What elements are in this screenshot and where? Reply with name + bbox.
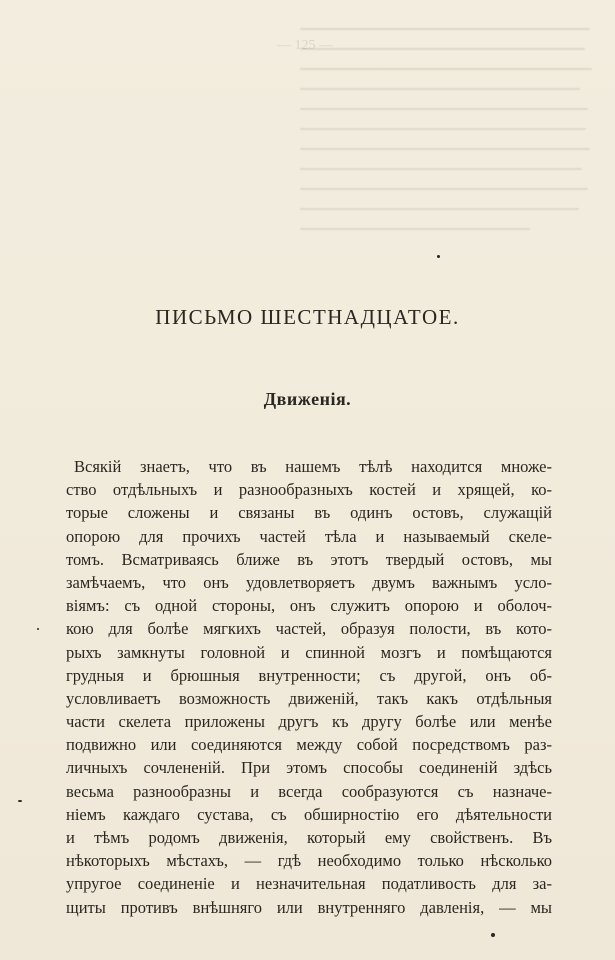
text-line: и тѣмъ родомъ движенія, который ему свойственъ. Въ	[66, 828, 552, 847]
bleed-line	[300, 208, 579, 210]
page-number: — 125 —	[277, 38, 333, 53]
text-line: личныхъ сочлененій. При этомъ способы соединеній здѣсь	[66, 758, 552, 778]
text-line: части скелета приложены другъ къ другу болѣе или менѣе	[66, 712, 552, 732]
text-line: подвижно или соединяются между собой посредствомъ раз-	[66, 735, 552, 755]
text-line: рыхъ замкнуты головной и спинной мозгъ и помѣщаются	[66, 642, 552, 662]
bleed-line	[300, 108, 588, 110]
text-line: опорою для прочихъ частей тѣла и называемый скеле-	[66, 526, 552, 546]
text-line: условливаетъ возможность движеній, такъ какъ отдѣльныя	[66, 688, 552, 708]
text-line: Всякій знаетъ, что въ нашемъ тѣлѣ находится множе-	[74, 457, 552, 476]
bleed-through-texture	[300, 28, 600, 318]
bleed-line	[300, 168, 582, 170]
text-line: грудныя и брюшныя внутренности; съ другой, онъ об-	[66, 665, 552, 685]
text-line: торые сложены и связаны въ одинъ остовъ, служащій	[66, 503, 552, 523]
bleed-line	[300, 88, 580, 90]
bleed-line	[300, 228, 530, 230]
text-line: нѣкоторыхъ мѣстахъ, — гдѣ необходимо только нѣсколько	[66, 851, 552, 871]
ink-speck	[37, 628, 39, 630]
text-line: упругое соединеніе и незначительная податливость для за-	[66, 874, 552, 894]
section-subtitle: Движенія.	[263, 389, 352, 409]
ink-speck	[491, 933, 495, 937]
text-line: замѣчаемъ, что онъ удовлетворяетъ двумъ важнымъ усло-	[66, 572, 552, 592]
ink-speck	[437, 255, 440, 258]
letter-title: ПИСЬМО ШЕСТНАДЦАТОЕ.	[155, 305, 460, 329]
text-line: ство отдѣльныхъ и разнообразныхъ костей и хрящей, ко-	[66, 480, 552, 500]
bleed-line	[300, 28, 590, 30]
bleed-line	[300, 188, 588, 190]
bleed-line	[300, 128, 586, 130]
bleed-line	[300, 68, 592, 70]
bleed-line	[300, 48, 585, 50]
bleed-line	[300, 148, 590, 150]
text-line: томъ. Всматриваясь ближе въ этотъ твердый остовъ, мы	[66, 549, 552, 569]
ink-speck	[18, 800, 22, 802]
text-line: щиты противъ внѣшняго или внутренняго давленія, — мы	[66, 897, 552, 917]
text-line: весьма разнообразны и всегда сообразуются съ назначе-	[66, 781, 552, 801]
text-line: ніемъ каждаго сустава, съ обширностію его дѣятельности	[66, 804, 552, 824]
body-paragraph	[66, 455, 552, 919]
text-line: кою для болѣе мягкихъ частей, образуя полости, въ кото-	[66, 619, 552, 639]
text-line: віямъ: съ одной стороны, онъ служитъ опорою и оболоч-	[66, 596, 552, 616]
